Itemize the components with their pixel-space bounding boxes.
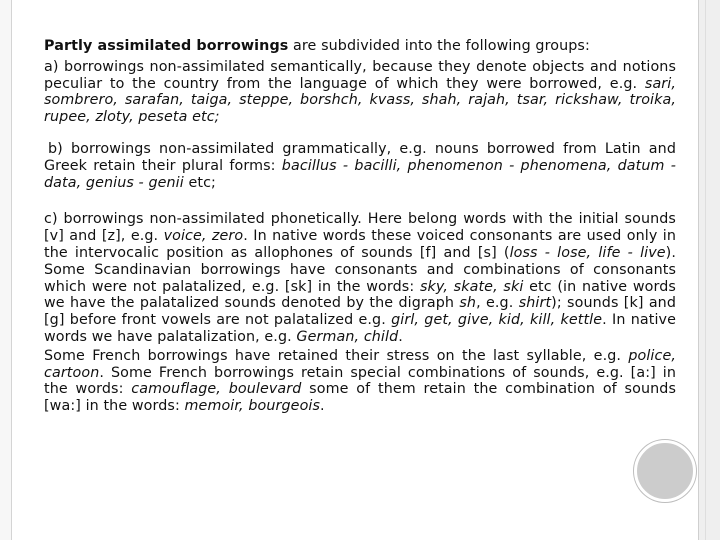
group-a-paragraph: [44, 59, 676, 126]
intro-paragraph: [44, 38, 676, 55]
group-c-text-8: .: [398, 328, 403, 345]
intro-text: are subdivided into the following groups:: [288, 38, 590, 54]
slide-number-circle: [634, 440, 696, 502]
group-c-example-2: loss - lose, life - live: [509, 244, 666, 261]
group-d-text-2: . Some French borrowings retain special combinations of sounds, e.g. [a:] in the words:: [44, 364, 676, 398]
group-b-tail: etc;: [183, 174, 216, 191]
right-margin-band: [698, 0, 720, 540]
group-d-example-3: memoir, bourgeois: [184, 398, 321, 415]
group-c-text-5: , e.g.: [476, 295, 519, 312]
group-d-text-4: .: [320, 398, 325, 415]
right-margin-inner-rule: [705, 0, 706, 540]
group-c-text-7: . In native words we have palatalization, e.g.: [44, 312, 676, 345]
group-c-text-4: etc (in native words we have the palatalized sounds denoted by the digraph: [44, 278, 676, 312]
group-c-example-4: sh: [459, 295, 477, 312]
group-c-text-3: ). Some Scandinavian borrowings have consonants and combinations of consonants which were not palatalized, e.g. [sk] in the words:: [44, 244, 676, 295]
group-c-example-6: girl, get, give, kid, kill, kettle: [391, 312, 603, 329]
french-borrowings-paragraph: [44, 348, 676, 415]
group-b-examples: bacillus - bacilli, phenomenon - phenomena, datum -data, genius - genii: [44, 157, 676, 191]
group-a-examples: sari, sombrero, sarafan, taiga, steppe, borshch, kvass, shah, rajah, tsar, rickshaw, troika, rupee, zloty, peseta etc;: [44, 75, 676, 126]
group-a-text: a) borrowings non-assimilated semantically, because they denote objects and notions peculiar to the country from the language of which they were borrowed, e.g.: [44, 58, 676, 92]
group-c-example-3: sky, skate, ski: [419, 278, 524, 295]
group-d-example-1: police, cartoon: [44, 347, 676, 381]
slide-body: [44, 38, 676, 415]
left-margin-band: [0, 0, 11, 540]
group-d-text-3: some of them retain the combination of sounds [wa:] in the words:: [44, 381, 676, 415]
group-c-example-5: shirt: [518, 295, 552, 312]
intro-term: Partly assimilated borrowings: [44, 38, 289, 54]
group-c-text-6: ); sounds [k] and [g] before front vowels are not palatalized e.g.: [44, 295, 677, 329]
group-c-example-1: voice, zero: [163, 228, 244, 245]
group-d-example-2: camouflage, boulevard: [131, 381, 302, 398]
group-b-text: b) borrowings non-assimilated grammatically, e.g. nouns borrowed from Latin and Greek retain their plural forms:: [44, 140, 676, 174]
group-d-text-1: Some French borrowings have retained their stress on the last syllable, e.g.: [44, 347, 629, 364]
group-c-text-1: c) borrowings non-assimilated phonetically. Here belong words with the initial sounds [v] and [z], e.g.: [44, 211, 676, 245]
group-b-paragraph: [44, 141, 676, 191]
group-c-example-7: German, child: [296, 328, 399, 345]
group-c-text-2: . In native words these voiced consonants are used only in the intervocalic position as allophones of sounds [f] and [s] (: [44, 228, 677, 261]
left-margin-rule: [11, 0, 12, 540]
group-c-paragraph: [44, 211, 676, 345]
